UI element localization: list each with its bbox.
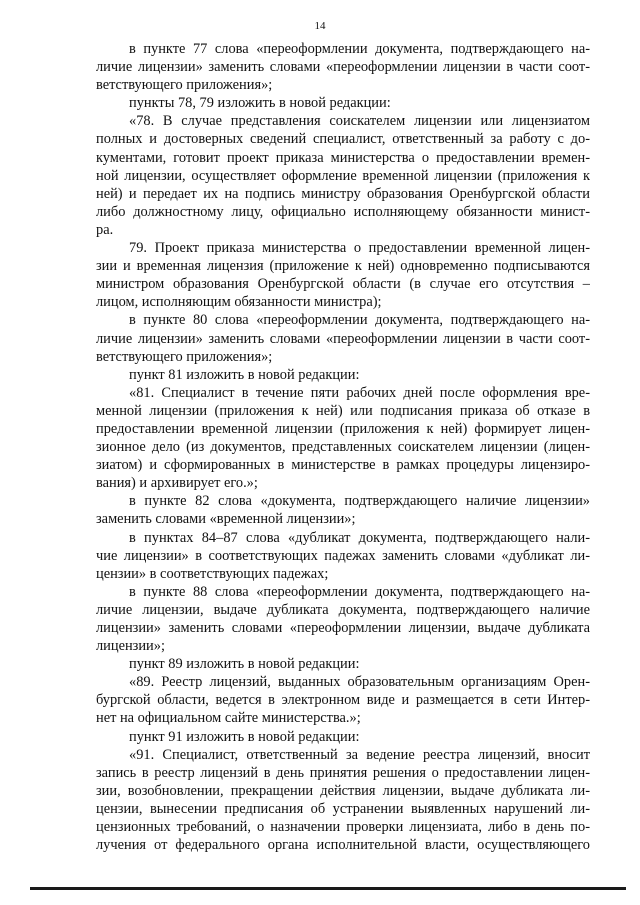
text-line: ветствующего приложения»; (96, 348, 273, 365)
text-line: пункт 81 изложить в новой редакции: (129, 366, 360, 383)
text-line: полных и достоверных сведений специалист, ответственный за работу с до- (96, 131, 590, 148)
text-line: кументами, готовит проект приказа министерства о предоставлении времен- (96, 149, 590, 166)
text-line: в пункте 82 слова «документа, подтверждающего наличие лицензии» (129, 493, 590, 510)
text-line: цензии, вынесении предписания об устранении выявленных нарушений ли- (96, 800, 590, 817)
text-line: чие лицензии» в соответствующих падежах заменить словами «дубликат ли- (96, 547, 590, 564)
text-line: цензии» в соответствующих падежах; (96, 565, 329, 582)
text-line: пункт 91 изложить в новой редакции: (129, 728, 360, 745)
text-line: «81. Специалист в течение пяти рабочих дней после оформления вре- (129, 384, 590, 401)
text-line: в пунктах 84–87 слова «дубликат документа, подтверждающего нали- (129, 529, 590, 546)
text-line: менной лицензии (приложения к ней) или подписания приказа об отказе в (96, 402, 590, 419)
bottom-rule (30, 887, 626, 890)
text-line: в пункте 88 слова «переоформлении документа, подтверждающего на- (129, 583, 590, 600)
text-line: ра. (96, 221, 114, 238)
text-line: цензионных требований, о назначении проверки лицензиата, либо в день по- (96, 819, 590, 836)
text-line: лицензии» заменить словами «переоформлении лицензии, выдаче дубликата (96, 620, 590, 636)
text-line: бургской области, ведется в электронном виде и размещается в сети Интер- (96, 692, 590, 709)
text-line: зии и временная лицензия (приложение к ней) одновременно подписываются (96, 258, 590, 275)
text-line: зиатом) и сформированных в министерстве в рамках процедуры лицензиро- (96, 457, 590, 474)
text-line: личие лицензии, выдаче дубликата документа, подтверждающего наличие (96, 601, 590, 618)
text-line: лицом, исполняющим обязанности министра); (96, 294, 382, 311)
text-line: нет на официальном сайте министерства.»; (96, 710, 361, 727)
text-line: зионное дело (из документов, представленных соискателем лицензии (лицен- (96, 439, 590, 456)
text-line: вания) и архивирует его.»; (96, 475, 258, 492)
text-line: пункты 78, 79 изложить в новой редакции: (129, 95, 391, 112)
text-line: личие лицензии» заменить словами «переоформлении лицензии в части соот- (96, 330, 590, 347)
text-line: «91. Специалист, ответственный за ведение реестра лицензий, вносит (129, 746, 590, 763)
text-line: ней) и передает их на подпись министру образования Оренбургской области (96, 185, 590, 202)
text-line: личие лицензии» заменить словами «переоформлении лицензии в части соот- (96, 59, 590, 76)
text-line: зии, возобновлении, прекращении действия лицензии, выдаче дубликата ли- (96, 782, 590, 799)
text-line: в пункте 77 слова «переоформлении документа, подтверждающего на- (129, 41, 590, 57)
text-line: ной лицензии, осуществляет оформление временной лицензии (приложения к (96, 167, 590, 184)
text-line: 79. Проект приказа министерства о предоставлении временной лицен- (129, 240, 590, 257)
text-line: в пункте 80 слова «переоформлении документа, подтверждающего на- (129, 312, 590, 329)
text-line: пункт 89 изложить в новой редакции: (129, 656, 360, 673)
text-line: «89. Реестр лицензий, выданных образовательным организациям Орен- (129, 674, 590, 691)
text-line: запись в реестр лицензий в день принятия решения о предоставлении лицен- (96, 764, 590, 781)
text-line: либо должностному лицу, официально исполняющему обязанности минист- (96, 203, 590, 220)
text-line: предоставлении временной лицензии (приложения к ней) формирует лицен- (96, 420, 590, 437)
text-line: ветствующего приложения»; (96, 77, 273, 94)
text-line: министром образования Оренбургской области (в случае его отсутствия – (96, 276, 590, 293)
document-body (96, 40, 590, 854)
text-line: лучения от федерального органа исполнительной власти, осуществляющего (96, 837, 590, 854)
text-line: лицензии»; (96, 638, 165, 655)
text-line: «78. В случае представления соискателем лицензии или лицензиатом (129, 113, 590, 130)
text-line: заменить словами «временной лицензии»; (96, 511, 356, 528)
page-number: 14 (314, 20, 326, 32)
